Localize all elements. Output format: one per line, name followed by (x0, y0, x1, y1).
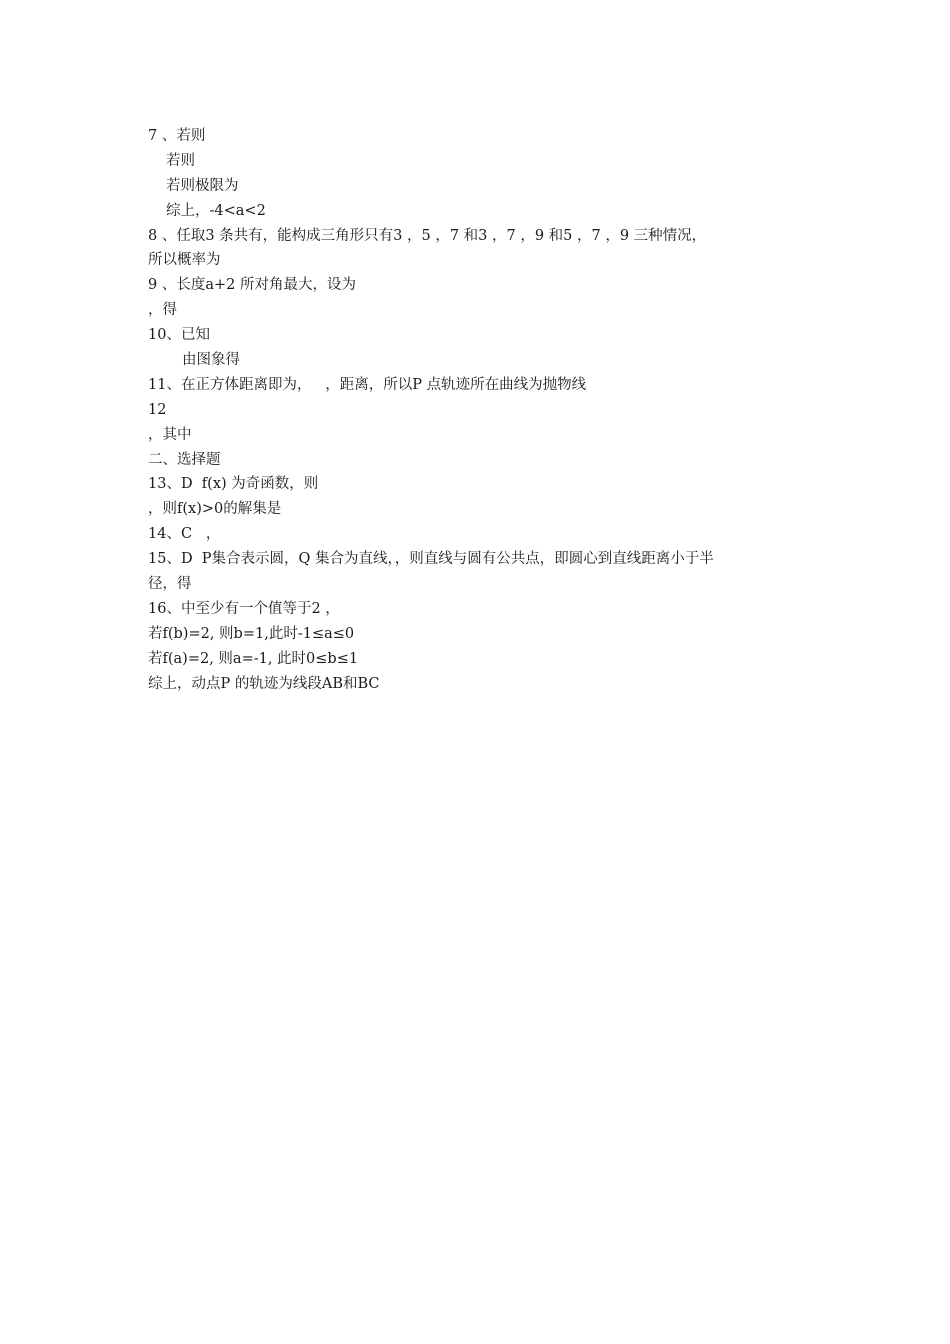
text-line: 径，得 (148, 576, 192, 593)
text-line: 由图象得 (182, 352, 240, 369)
text-line: 综上，-4<a<2 (166, 202, 266, 219)
section-heading: 二、选择题 (148, 451, 221, 468)
text-line: 若则极限为 (166, 177, 239, 194)
text-line: 7 、若则 (148, 128, 206, 144)
text-line: 11、在正方体距离即为， ，距离，所以P 点轨迹所在曲线为抛物线 (148, 376, 587, 393)
answer-text-block (148, 124, 818, 696)
text-line: 15、D P集合表示圆，Q 集合为直线，，则直线与圆有公共点，即圆心到直线距离小于半 (148, 551, 714, 568)
text-line: ，则f(x)>0的解集是 (148, 501, 282, 518)
text-line: 所以概率为 (148, 252, 221, 269)
text-line: 16、中至少有一个值等于2 ， (148, 600, 340, 617)
text-line: ，其中 (148, 426, 192, 443)
text-line: 若f(a)=2, 则a=-1, 此时0≤b≤1 (148, 650, 359, 667)
text-line: ，得 (148, 302, 177, 319)
text-line: 10、已知 (148, 327, 210, 344)
text-line: 13、D f(x) 为奇函数，则 (148, 476, 319, 493)
text-line: 综上，动点P 的轨迹为线段AB和BC (148, 675, 380, 692)
text-line: 若f(b)=2, 则b=1,此时-1≤a≤0 (148, 625, 355, 642)
text-line: 9 、长度a+2 所对角最大，设为 (148, 277, 356, 294)
text-line: 8 、任取3 条共有，能构成三角形只有3 ，5 ，7 和3 ，7 ，9 和5 ，7 ，9 三种情况， (148, 227, 707, 244)
text-line: 14、C ， (148, 526, 221, 543)
text-line: 若则 (166, 152, 195, 169)
text-line: 12 (148, 401, 167, 418)
